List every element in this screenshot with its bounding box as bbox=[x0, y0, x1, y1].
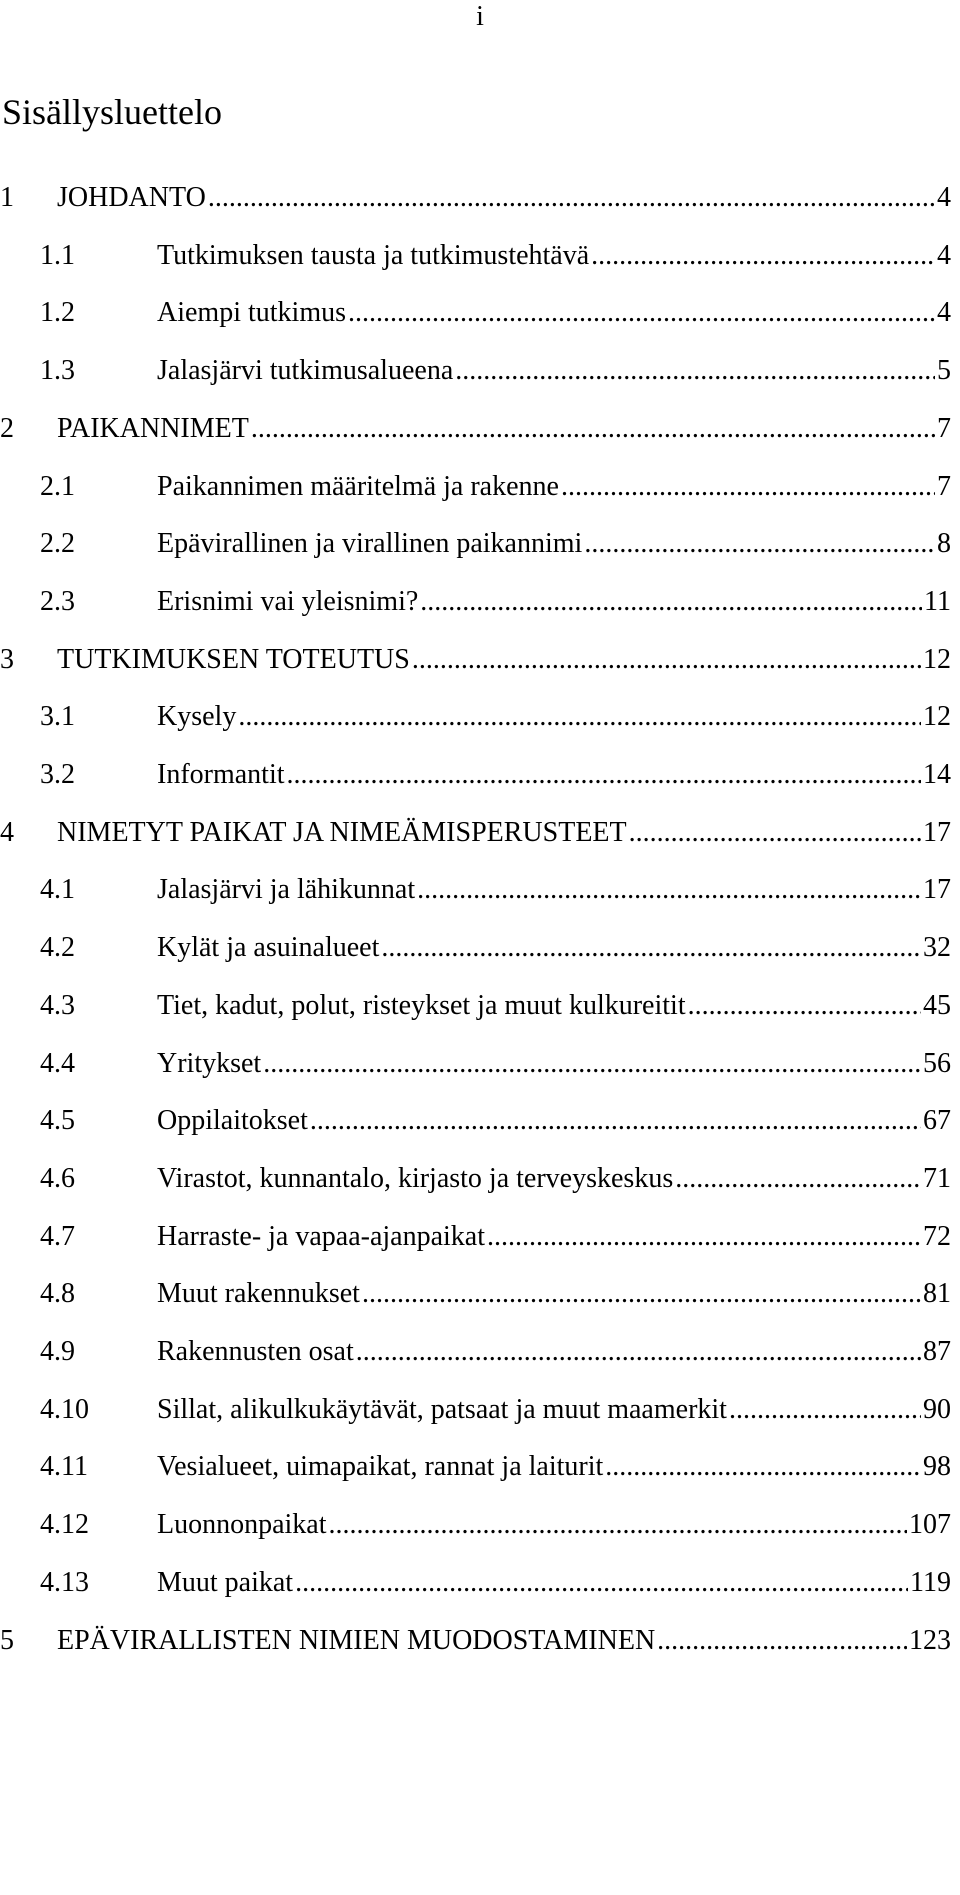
toc-entry-number: 4.7 bbox=[40, 1220, 75, 1252]
dot-leader bbox=[356, 1330, 921, 1374]
toc-entry-line bbox=[157, 695, 951, 739]
toc-entry-number: 1.2 bbox=[40, 297, 75, 329]
toc-entry-line bbox=[157, 753, 951, 797]
dot-leader bbox=[381, 926, 921, 970]
toc-entry-line bbox=[157, 1099, 951, 1143]
toc-entry-title: Epävirallinen ja virallinen paikannimi bbox=[157, 528, 583, 560]
toc-entry-page: 67 bbox=[923, 1105, 951, 1137]
toc-entry-line bbox=[57, 811, 951, 855]
toc-entry-title: Rakennusten osat bbox=[157, 1336, 354, 1367]
toc-entry-title: JOHDANTO bbox=[57, 182, 206, 213]
toc-entry-line bbox=[57, 407, 951, 451]
toc-entry-page: 17 bbox=[923, 816, 951, 848]
toc-entry-number: 1.1 bbox=[40, 239, 75, 271]
dot-leader bbox=[561, 465, 935, 509]
toc-entry-page: 71 bbox=[923, 1162, 951, 1194]
dot-leader bbox=[329, 1503, 907, 1547]
toc-entry-line bbox=[57, 1619, 951, 1663]
toc-entry-number: 2.3 bbox=[40, 585, 75, 617]
dot-leader bbox=[487, 1215, 921, 1259]
toc-entry-page: 87 bbox=[923, 1336, 951, 1367]
toc-entry-number: 5 bbox=[0, 1624, 14, 1656]
dot-leader bbox=[238, 695, 921, 739]
toc-entry[interactable] bbox=[0, 1272, 960, 1316]
toc-entry-title: Paikannimen määritelmä ja rakenne bbox=[157, 470, 559, 502]
toc-entry-number: 2.1 bbox=[40, 470, 75, 502]
toc-entry-title: Luonnonpaikat bbox=[157, 1509, 327, 1541]
toc-entry-page: 107 bbox=[909, 1509, 951, 1541]
toc-entry-title: Aiempi tutkimus bbox=[157, 297, 346, 329]
dot-leader bbox=[675, 1157, 921, 1201]
toc-entry-number: 4.10 bbox=[40, 1393, 89, 1425]
toc-entry-line bbox=[57, 176, 951, 220]
dot-leader bbox=[584, 522, 935, 566]
toc-entry-line bbox=[157, 1272, 951, 1316]
toc-entry-title: NIMETYT PAIKAT JA NIMEÄMISPERUSTEET bbox=[57, 816, 627, 848]
toc-entry-page: 4 bbox=[937, 239, 951, 271]
toc-entry[interactable] bbox=[0, 1503, 960, 1547]
dot-leader bbox=[455, 349, 935, 393]
toc-entry-number: 4.6 bbox=[40, 1162, 75, 1194]
toc-entry-page: 5 bbox=[937, 355, 951, 387]
dot-leader bbox=[251, 407, 935, 451]
toc-entry-number: 3.2 bbox=[40, 759, 75, 790]
toc-entry-page: 12 bbox=[923, 643, 951, 675]
toc-entry[interactable] bbox=[0, 1215, 960, 1259]
toc-entry[interactable] bbox=[0, 811, 960, 855]
toc-entry[interactable] bbox=[0, 465, 960, 509]
toc-entry-title: Virastot, kunnantalo, kirjasto ja terveyskeskus bbox=[157, 1162, 674, 1194]
dot-leader bbox=[591, 234, 935, 278]
toc-entry-line bbox=[157, 1042, 951, 1086]
toc-entry-page: 56 bbox=[923, 1047, 951, 1079]
toc-entry[interactable] bbox=[0, 926, 960, 970]
dot-leader bbox=[657, 1619, 907, 1663]
dot-leader bbox=[605, 1445, 921, 1489]
toc-entry-page: 4 bbox=[937, 182, 951, 213]
toc-entry-title: Yritykset bbox=[157, 1047, 262, 1079]
dot-leader bbox=[420, 580, 922, 624]
toc-entry[interactable] bbox=[0, 580, 960, 624]
toc-entry-title: Tutkimuksen tausta ja tutkimustehtävä bbox=[157, 239, 590, 271]
toc-entry-title: Jalasjärvi tutkimusalueena bbox=[157, 355, 454, 387]
toc-entry-line bbox=[157, 522, 951, 566]
toc-entry-line bbox=[157, 1561, 951, 1605]
toc-entry-line bbox=[157, 349, 951, 393]
toc-entry-page: 7 bbox=[937, 412, 951, 444]
toc-entry[interactable] bbox=[0, 349, 960, 393]
toc-entry-title: Kysely bbox=[157, 701, 237, 733]
toc-entry[interactable] bbox=[0, 1157, 960, 1201]
toc-entry-number: 2 bbox=[0, 412, 14, 444]
toc-entry-page: 8 bbox=[937, 528, 951, 560]
toc-entry-title: Vesialueet, uimapaikat, rannat ja laiturit bbox=[157, 1451, 604, 1483]
toc-entry-number: 4.4 bbox=[40, 1047, 75, 1079]
toc-entry-page: 12 bbox=[923, 701, 951, 733]
toc-entry-number: 4.3 bbox=[40, 989, 75, 1021]
toc-entry-title: Sillat, alikulkukäytävät, patsaat ja muut maamerkit bbox=[157, 1393, 727, 1425]
dot-leader bbox=[263, 1042, 921, 1086]
toc-entry-line bbox=[157, 1388, 951, 1432]
toc-entry-number: 4.9 bbox=[40, 1336, 75, 1367]
toc-entry-page: 7 bbox=[937, 470, 951, 502]
toc-entry-line bbox=[157, 1157, 951, 1201]
toc-entry[interactable] bbox=[0, 638, 960, 682]
toc-entry-page: 17 bbox=[923, 874, 951, 906]
toc-entry-number: 4.11 bbox=[40, 1451, 88, 1483]
toc-entry-title: PAIKANNIMET bbox=[57, 412, 249, 444]
toc-entry[interactable] bbox=[0, 1388, 960, 1432]
toc-entry[interactable] bbox=[0, 868, 960, 912]
dot-leader bbox=[295, 1561, 908, 1605]
toc-entry-title: Tiet, kadut, polut, risteykset ja muut kulkureitit bbox=[157, 989, 686, 1021]
toc-entry[interactable] bbox=[0, 234, 960, 278]
toc-entry-title: Jalasjärvi ja lähikunnat bbox=[157, 874, 416, 906]
toc-entry-number: 4.2 bbox=[40, 932, 75, 964]
toc-entry-number: 3.1 bbox=[40, 701, 75, 733]
toc-entry-title: EPÄVIRALLISTEN NIMIEN MUODOSTAMINEN bbox=[57, 1624, 656, 1656]
toc-entry[interactable] bbox=[0, 695, 960, 739]
dot-leader bbox=[729, 1388, 921, 1432]
toc-entry-line bbox=[157, 291, 951, 335]
toc-entry-page: 72 bbox=[923, 1220, 951, 1252]
page-number: i bbox=[476, 1, 484, 32]
toc-entry[interactable] bbox=[0, 1619, 960, 1663]
toc-entry-title: Informantit bbox=[157, 759, 285, 790]
toc-entry-page: 32 bbox=[923, 932, 951, 964]
toc-entry[interactable] bbox=[0, 1445, 960, 1489]
toc-entry-number: 2.2 bbox=[40, 528, 75, 560]
toc-entry-line bbox=[157, 1215, 951, 1259]
toc-entry-title: Erisnimi vai yleisnimi? bbox=[157, 585, 419, 617]
toc-entry-line bbox=[157, 234, 951, 278]
toc-entry-page: 4 bbox=[937, 297, 951, 329]
toc-entry-number: 4.12 bbox=[40, 1509, 89, 1541]
toc-entry-line bbox=[157, 1445, 951, 1489]
toc-entry-page: 81 bbox=[923, 1278, 951, 1310]
toc-entry-number: 1 bbox=[0, 182, 14, 213]
dot-leader bbox=[688, 984, 921, 1028]
toc-entry[interactable] bbox=[0, 984, 960, 1028]
toc-entry-page: 98 bbox=[923, 1451, 951, 1483]
toc-entry[interactable] bbox=[0, 1561, 960, 1605]
dot-leader bbox=[348, 291, 935, 335]
toc-entry[interactable] bbox=[0, 1330, 960, 1374]
toc-entry[interactable] bbox=[0, 176, 960, 220]
toc-entry-number: 4.1 bbox=[40, 874, 75, 906]
dot-leader bbox=[208, 176, 935, 220]
toc-entry[interactable] bbox=[0, 1042, 960, 1086]
toc-entry-page: 123 bbox=[909, 1624, 951, 1656]
toc-entry-line bbox=[57, 638, 951, 682]
toc-entry-number: 4 bbox=[0, 816, 14, 848]
toc-entry[interactable] bbox=[0, 291, 960, 335]
toc-entry-line bbox=[157, 926, 951, 970]
toc-entry-page: 90 bbox=[923, 1393, 951, 1425]
toc-entry[interactable] bbox=[0, 407, 960, 451]
toc-entry-page: 11 bbox=[924, 585, 951, 617]
toc-entry-line bbox=[157, 984, 951, 1028]
toc-entry-page: 14 bbox=[923, 759, 951, 790]
toc-entry-line bbox=[157, 580, 951, 624]
dot-leader bbox=[412, 638, 921, 682]
toc-entry-title: TUTKIMUKSEN TOTEUTUS bbox=[57, 643, 410, 675]
toc-entry[interactable] bbox=[0, 1099, 960, 1143]
dot-leader bbox=[310, 1099, 921, 1143]
toc-entry-number: 4.13 bbox=[40, 1566, 89, 1598]
toc-entry-line bbox=[157, 1503, 951, 1547]
toc-entry-line bbox=[157, 465, 951, 509]
toc-entry-line bbox=[157, 1330, 951, 1374]
toc-entry-line bbox=[157, 868, 951, 912]
toc-entry-number: 1.3 bbox=[40, 355, 75, 387]
toc-entry-title: Kylät ja asuinalueet bbox=[157, 932, 380, 964]
toc-entry[interactable] bbox=[0, 522, 960, 566]
dot-leader bbox=[417, 868, 921, 912]
toc-entry-title: Oppilaitokset bbox=[157, 1105, 308, 1137]
toc-entry-title: Muut rakennukset bbox=[157, 1278, 360, 1310]
toc-entry-number: 4.8 bbox=[40, 1278, 75, 1310]
toc-entry-page: 45 bbox=[923, 989, 951, 1021]
toc-entry-number: 4.5 bbox=[40, 1105, 75, 1137]
dot-leader bbox=[287, 753, 921, 797]
toc-entry-title: Muut paikat bbox=[157, 1566, 294, 1598]
toc-title: Sisällysluettelo bbox=[2, 92, 222, 132]
dot-leader bbox=[362, 1272, 921, 1316]
toc-entry-number: 3 bbox=[0, 643, 14, 675]
toc-entry-title: Harraste- ja vapaa-ajanpaikat bbox=[157, 1220, 486, 1252]
toc-entry[interactable] bbox=[0, 753, 960, 797]
dot-leader bbox=[629, 811, 921, 855]
toc-entry-page: 119 bbox=[910, 1566, 951, 1598]
